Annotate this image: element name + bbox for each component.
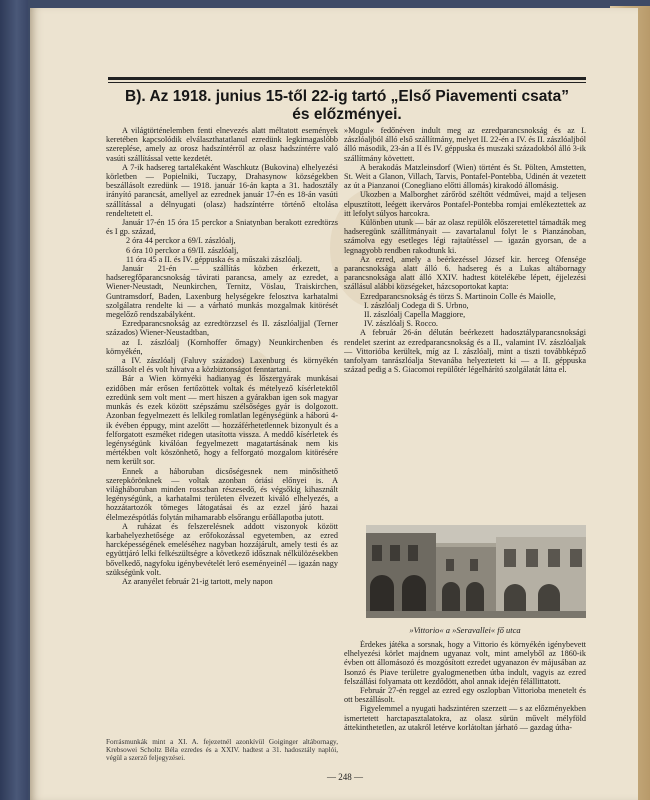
list-line: II. zászlóalj Capella Maggiore, bbox=[364, 310, 466, 320]
chapter-heading bbox=[108, 88, 586, 124]
list-line: 2 óra 44 perckor a 69/I. zászlóalj, bbox=[126, 236, 236, 246]
heading-rule-thin bbox=[108, 82, 586, 83]
paragraph: Érdekes játéka a sorsnak, hogy a Vittorio és környékén igénybevett elhelyezési körlet majdnem ugyanaz volt, mint amelyből az 1860-ik évben ott állomásozó és mozgósított ezredet ugyanazon év májusában az Isonzó és Piave területre gyalogmenetben útba indult, vagyis az ezred felszállási folyamata ott kezdődött, ahol annak idején félállittatott. bbox=[344, 640, 586, 686]
heading-line-2: és előzményei. bbox=[292, 106, 402, 123]
paragraph: Bár a Wien környéki hadianyag és lőszergyárak munkásai ezidőben már erősen fertőzöttek voltak és mételyező kísérletektől ezredünk sem volt ment — mert hiszen a gyárakban igen sok magyar munkás és ezek között szépszámu szélsőséges gyár is dolgozott. Azonban fegyelmezett és lelkileg romlatlan legénységünk a háború 4-ik évében éppugy, mint azelőtt — hozzáférhetetlennek bizonyult és a felforgatott eszméket ridegen utasította vissza. A meddő kísérletek és legénységünk kiválóan fegyelmezett magatartásának nem kis mértékben volt köszönhető, hogy a felforgató mozgalom kitörésére nem került sor. bbox=[106, 374, 338, 467]
footnote: Forrásmunkák mint a XI. A. fejezetnél azonkívül Goiginger altábornagy, Krebsowei Scholtz Béla ezredes és a XXIV. hadtest a 31. hadosztály naplói, végül a szerző feljegyzései. bbox=[106, 738, 338, 763]
paragraph: A világtörténelemben fenti elnevezés alatt méltatott események keretében kapcsolódik elválaszthatatlanul ezredünk legkimagaslóbb szereplése, amely az orosz hadszíntérről az olasz hadszíntérre való vasúti szállítással vette kezdetét. bbox=[106, 126, 338, 163]
paragraph: Ennek a háboruban dicsőségesnek nem minősíthető szerepkörönknek — voltak azonban óriási előnyei is. A világháboruban minden rosszban részesedő, és végsőkig kihasznált legénységünk, a karhatalmi területen élvezett kiváló elhelyezés, a hozzátartozók tömeges látogatásai és az ezzel járó hazai élelmezéspótlás folytán mihamarabb elsőrangu erőállapotba jutott. bbox=[106, 466, 338, 522]
paragraph: Különben utunk — bár az olasz repülők előszeretettel támadták meg hadseregünk szállítmányait — zavartalanul folyt le s Pianzánoban, számolva egy esetleges légi rajtaütéssel — igazán gyorsan, de a legnagyobb rendben rakodtunk ki. bbox=[344, 218, 586, 255]
paragraph: »Mogul« fedőnéven indult meg az ezredparancsnokság és az I. zászlóaljból álló első szállítmány, melyet II. 22-én a IV. és II. zászlóaljból álló második, 23-án a II és IV. géppuska és muszaki századokból álló 3-ik szállítmány követtett. bbox=[344, 126, 586, 163]
list-line: 11 óra 45 a II. és IV. géppuska és a műszaki zászlóalj. bbox=[126, 254, 302, 264]
page-number: — 248 — bbox=[327, 772, 363, 782]
paragraph: A 7-ik hadsereg tartalékaként Waschkutz (Bukovina) elhelyezési körletben — Popielniki, Tuczapy, Drahasynow községekben beszállásolt ezredünk — 1918. január 16-án kapta a 31. hadosztály irányító parancsát, amellyel az ezrednek január 17-én es 18-án vasúti szállítással a délnyugati (olasz) hadszíntérre történő eltolása rendeltetett el. bbox=[106, 162, 338, 218]
street-photo-illustration bbox=[366, 525, 586, 618]
right-column-top bbox=[344, 126, 586, 502]
paragraph: Január 21-én — szállítás közben érkezett, a hadseregfőparancsnokság távirati parancsa, amely az ezredet, a Wiener-Neustadt, Neunkirchen, Ternitz, Vöslau, Traiskirchen, Guntramsdorf, Baden, Laxenburg helységekre felosztva karhatalmi szolgálatra rendelte ki — a várható munkás mozgalmak kitörését megelőző rendszabályként. bbox=[106, 264, 338, 320]
paragraph: A berakodás Matzleinsdorf (Wien) történt és St. Pölten, Amstetten, St. Weit a Glanon, Villach, Tarvis, Pontafel-Pontebba, Udinén át vezetett az út a Pianzanoi (Conegliano előtti állomás) kirakodó állomásig. bbox=[344, 162, 586, 191]
paragraph: Az ezred, amely a beérkezéssel József kir. herceg Ofensége parancsnoksága alatt álló 6. hadsereg és a Lukas altábornagy parancsnoksága alatt álló XXIV. hadtest kötelékébe lépett, éjjelezési szállásul alábbi községeket, házcsoportokat kapta: bbox=[344, 254, 586, 292]
street-photo bbox=[366, 525, 586, 618]
book-binding bbox=[0, 0, 28, 800]
paragraph: Ezredparancsnokság és törzs S. Martinoin Colle és Maiolle, bbox=[360, 291, 556, 301]
paragraph: Január 17-én 15 óra 15 perckor a Sniatynban berakott ezredtörzs és I gp. század, bbox=[106, 218, 338, 237]
paragraph: Figyelemmel a nyugati hadszintéren szerzett — s az előzményekben ismertetett harctapasztalatokra, az olasz sürün művelt mélyföld áttekinthetetlen, az utakról letérve korlátoltan járható — gazdag útha- bbox=[344, 704, 586, 732]
paragraph: Ezredparancsnokság az ezredtörzzsel és II. zászlóaljjal (Terner százados) Wiener-Neustadtban, bbox=[106, 319, 338, 338]
list-line: I. zászlóalj Codega di S. Urbno, bbox=[364, 300, 469, 310]
heading-rule-thick bbox=[108, 77, 586, 80]
paragraph: A február 26-án délután beérkezett hadosztályparancsnoksági rendelet szerint az ezredparancsnokság és a II., valamint IV. zászlóaljak — Vittorióba kerültek, míg az I. zászlóalj, mint a tiszti továbbképző tanfolyam tanrászlóalja Stevanába helyeztetett ki — a II. géppuska század pedig a S. Giacomoi repülőtér légelhárító szolgálatát látta el. bbox=[344, 328, 586, 375]
list-line: IV. zászlóalj S. Rocco. bbox=[364, 319, 438, 329]
paragraph: Ukozben a Malborghet zárőröd széltőtt védművei, majd a teljesen elpusztított, leégett ikerváros Pontafel-Pontebba romjai emlékeztettek az itt lefolyt súlyos harcokra. bbox=[344, 190, 586, 218]
paragraph: a IV. zászlóalj (Faluvy százados) Laxenburg és környékén szállásolt el és volt hivatva a közbiztonságot fenntartani. bbox=[106, 356, 338, 375]
paragraph: Az aranyélet február 21-ig tartott, mely napon bbox=[122, 576, 273, 586]
paragraph: az I. zászlóalj (Kornhoffer őrnagy) Neunkirchenben és környékén, bbox=[106, 337, 338, 356]
paragraph: A ruházat és felszerelésnek addott viszonyok között karbahelyezhetősége az erőfokozással egyetemben, az ezred harcképességének emeléséhez nagyban hozzájárult, amely testi és az együttjáró lelki felkészültségre a következő idősznak nélkülözésekben bővelkedő, nagyfoku igénybevételét leró eseményeinél — igazán nagy szükségünk volt. bbox=[106, 521, 338, 577]
list-line: 6 óra 10 perckor a 69/II. zászlóalj, bbox=[126, 245, 239, 255]
right-column-bottom bbox=[344, 640, 586, 766]
paragraph: Február 27-én reggel az ezred egy oszlopban Vittorioba menetelt és ott beszállásolt. bbox=[344, 686, 586, 705]
heading-line-1: B). Az 1918. junius 15-től 22-ig tartó „Első Piavementi csata” bbox=[125, 88, 569, 105]
photo-caption: »Vittorio« a »Seravallei« fő utca bbox=[409, 625, 521, 635]
left-column bbox=[106, 126, 338, 766]
